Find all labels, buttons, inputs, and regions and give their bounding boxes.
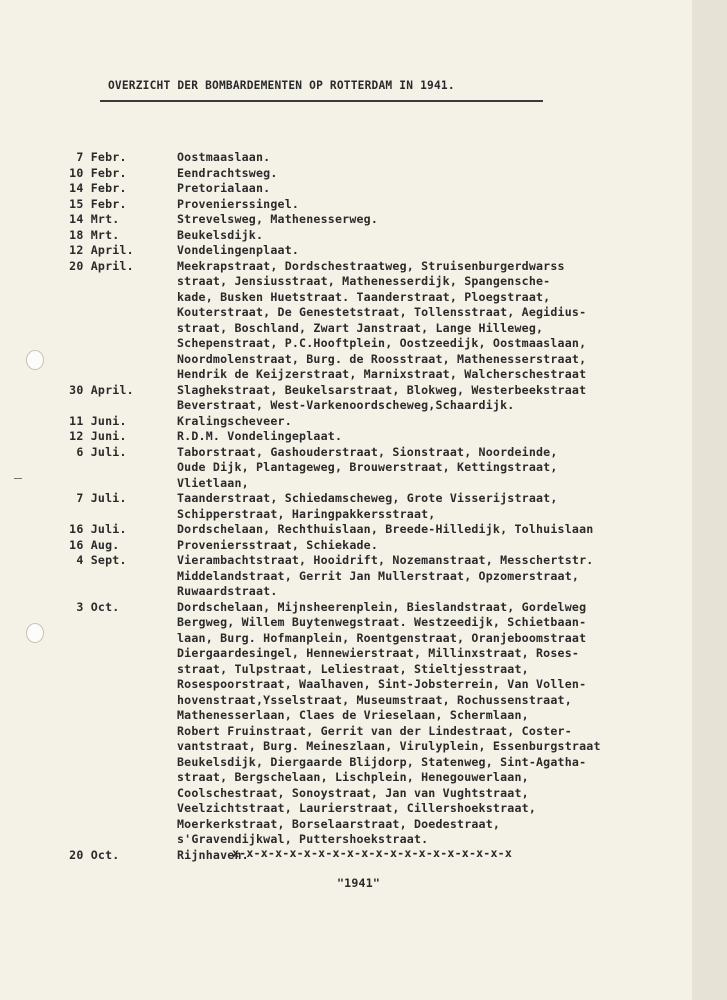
bombardment-entry bbox=[62, 197, 682, 213]
street-line: Mathenesserlaan, Claes de Vrieselaan, Schermlaan, bbox=[177, 708, 529, 722]
entry-date: 20 April. bbox=[62, 258, 134, 273]
bombardment-entry bbox=[62, 522, 682, 538]
street-line: Kralingscheveer. bbox=[177, 413, 292, 428]
street-line: straat, Bergschelaan, Lischplein, Henegouwerlaan, bbox=[177, 770, 529, 784]
street-line: Bergweg, Willem Buytenwegstraat. Westzeedijk, Schietbaan- bbox=[177, 615, 587, 629]
fold-mark bbox=[14, 478, 22, 479]
street-line: Beukelsdijk, Diergaarde Blijdorp, Statenweg, Sint-Agatha- bbox=[177, 754, 587, 769]
bombardment-entry bbox=[62, 212, 682, 228]
entry-date: 18 Mrt. bbox=[62, 227, 120, 242]
street-line: kade, Busken Huetstraat. Taanderstraat, Ploegstraat, bbox=[177, 289, 551, 304]
bombardment-entry bbox=[62, 243, 682, 259]
street-line: Oude Dijk, Plantageweg, Brouwerstraat, Kettingstraat, bbox=[177, 460, 558, 474]
street-line: Vierambachtstraat, Hooidrift, Nozemanstraat, Messchertstr. bbox=[177, 553, 594, 567]
entry-streets bbox=[177, 445, 677, 492]
street-line: Vondelingenplaat. bbox=[177, 243, 300, 257]
entry-streets bbox=[177, 259, 677, 383]
street-line: Strevelsweg, Mathenesserweg. bbox=[177, 212, 379, 226]
street-line: Slaghekstraat, Beukelsarstraat, Blokweg, Westerbeekstraat bbox=[177, 382, 587, 397]
street-line: Rijnhaven. bbox=[177, 847, 249, 862]
entry-streets bbox=[177, 166, 677, 182]
street-line: Dordschelaan, Rechthuislaan, Breede-Hilledijk, Tolhuislaan bbox=[177, 522, 594, 536]
page-edge bbox=[692, 0, 727, 1000]
bombardment-entry bbox=[62, 181, 682, 197]
entry-date: 11 Juni. bbox=[62, 413, 127, 428]
street-line: Taborstraat, Gashouderstraat, Sionstraat, Noordeinde, bbox=[177, 444, 558, 459]
street-line: vantstraat, Burg. Meineszlaan, Virulyplein, Essenburgstraat bbox=[177, 739, 601, 753]
entry-date: 14 Febr. bbox=[62, 181, 127, 195]
entry-date: 12 April. bbox=[62, 243, 134, 257]
entry-date: 15 Febr. bbox=[62, 196, 127, 211]
street-line: straat, Boschland, Zwart Janstraat, Lange Hilleweg, bbox=[177, 320, 544, 335]
bombardment-entry bbox=[62, 445, 682, 492]
entry-date: 14 Mrt. bbox=[62, 212, 120, 226]
entry-date: 20 Oct. bbox=[62, 847, 120, 862]
entry-date: 3 Oct. bbox=[62, 599, 120, 614]
bombardment-entry bbox=[62, 150, 682, 166]
street-line: Beukelsdijk. bbox=[177, 227, 264, 242]
entry-streets bbox=[177, 243, 677, 259]
bombardment-entry bbox=[62, 491, 682, 522]
bombardment-entry bbox=[62, 553, 682, 600]
street-line: Oostmaaslaan. bbox=[177, 150, 271, 164]
street-line: Schipperstraat, Haringpakkersstraat, bbox=[177, 506, 436, 521]
entry-streets bbox=[177, 522, 677, 538]
entry-date: 30 April. bbox=[62, 382, 134, 397]
bombardment-list bbox=[62, 150, 682, 863]
entry-streets bbox=[177, 538, 677, 554]
street-line: Eendrachtsweg. bbox=[177, 165, 278, 180]
street-line: Meekrapstraat, Dordschestraatweg, Struisenburgerdwarss bbox=[177, 258, 565, 273]
entry-streets bbox=[177, 491, 677, 522]
street-line: Diergaardesingel, Hennewierstraat, Millinxstraat, Roses- bbox=[177, 646, 580, 660]
bombardment-entry bbox=[62, 600, 682, 848]
street-line: Middelandstraat, Gerrit Jan Mullerstraat, Opzomerstraat, bbox=[177, 568, 580, 583]
entry-date: 6 Juli. bbox=[62, 444, 127, 459]
street-line: Noordmolenstraat, Burg. de Roosstraat, Mathenesserstraat, bbox=[177, 351, 587, 366]
entry-streets bbox=[177, 228, 677, 244]
street-line: Rosespoorstraat, Waalhaven, Sint-Jobsterrein, Van Vollen- bbox=[177, 677, 587, 691]
street-line: Dordschelaan, Mijnsheerenplein, Bieslandstraat, Gordelweg bbox=[177, 599, 587, 614]
entry-date: 12 Juni. bbox=[62, 429, 127, 443]
punch-hole bbox=[26, 623, 44, 643]
bombardment-entry bbox=[62, 538, 682, 554]
street-line: Provenierssingel. bbox=[177, 196, 300, 211]
entry-streets bbox=[177, 150, 677, 166]
entry-streets bbox=[177, 383, 677, 414]
bombardment-entry bbox=[62, 166, 682, 182]
street-line: laan, Burg. Hofmanplein, Roentgenstraat, Oranjeboomstraat bbox=[177, 630, 587, 645]
street-line: Vlietlaan, bbox=[177, 475, 249, 490]
street-line: s'Gravendijkwal, Puttershoekstraat. bbox=[177, 832, 429, 846]
street-line: hovenstraat,Ysselstraat, Museumstraat, Rochussenstraat, bbox=[177, 692, 572, 707]
footer-year: "1941" bbox=[337, 876, 381, 890]
entry-streets bbox=[177, 181, 677, 197]
entry-date: 10 Febr. bbox=[62, 165, 127, 180]
bombardment-entry bbox=[62, 414, 682, 430]
street-line: Veelzichtstraat, Laurierstraat, Cillershoekstraat, bbox=[177, 801, 537, 815]
street-line: Coolschestraat, Sonoystraat, Jan van Vughtstraat, bbox=[177, 785, 529, 800]
entry-date: 16 Juli. bbox=[62, 522, 127, 536]
street-line: Proveniersstraat, Schiekade. bbox=[177, 537, 379, 552]
bombardment-entry bbox=[62, 259, 682, 383]
street-line: Hendrik de Keijzerstraat, Marnixstraat, Walcherschestraat bbox=[177, 367, 587, 381]
entry-streets bbox=[177, 553, 677, 600]
street-line: Beverstraat, West-Varkenoordscheweg,Schaardijk. bbox=[177, 398, 515, 412]
street-line: Ruwaardstraat. bbox=[177, 584, 278, 598]
entry-date: 4 Sept. bbox=[62, 553, 127, 567]
entry-streets bbox=[177, 600, 677, 848]
bombardment-entry bbox=[62, 429, 682, 445]
street-line: Robert Fruinstraat, Gerrit van der Lindestraat, Coster- bbox=[177, 723, 572, 738]
entry-streets bbox=[177, 429, 677, 445]
street-line: Pretorialaan. bbox=[177, 181, 271, 195]
entry-streets bbox=[177, 197, 677, 213]
street-line: Schepenstraat, P.C.Hooftplein, Oostzeedijk, Oostmaaslaan, bbox=[177, 336, 587, 350]
title-underline bbox=[100, 100, 543, 102]
separator-line: x-x-x-x-x-x-x-x-x-x-x-x-x-x-x-x-x-x-x-x bbox=[232, 846, 513, 860]
street-line: R.D.M. Vondelingeplaat. bbox=[177, 429, 343, 443]
entry-date: 7 Febr. bbox=[62, 150, 127, 164]
street-line: Kouterstraat, De Genestetstraat, Tollensstraat, Aegidius- bbox=[177, 305, 587, 319]
street-line: Taanderstraat, Schiedamscheweg, Grote Visserijstraat, bbox=[177, 491, 558, 505]
bombardment-entry bbox=[62, 383, 682, 414]
entry-date: 16 Aug. bbox=[62, 537, 120, 552]
document-title: OVERZICHT DER BOMBARDEMENTEN OP ROTTERDAM IN 1941. bbox=[108, 79, 455, 92]
bombardment-entry bbox=[62, 228, 682, 244]
entry-streets bbox=[177, 212, 677, 228]
punch-hole bbox=[26, 350, 44, 370]
street-line: Moerkerkstraat, Borselaarstraat, Doedestraat, bbox=[177, 816, 501, 831]
street-line: straat, Tulpstraat, Leliestraat, Stieltjesstraat, bbox=[177, 661, 529, 676]
street-line: straat, Jensiusstraat, Mathenesserdijk, Spangensche- bbox=[177, 274, 551, 288]
entry-date: 7 Juli. bbox=[62, 491, 127, 505]
entry-streets bbox=[177, 414, 677, 430]
